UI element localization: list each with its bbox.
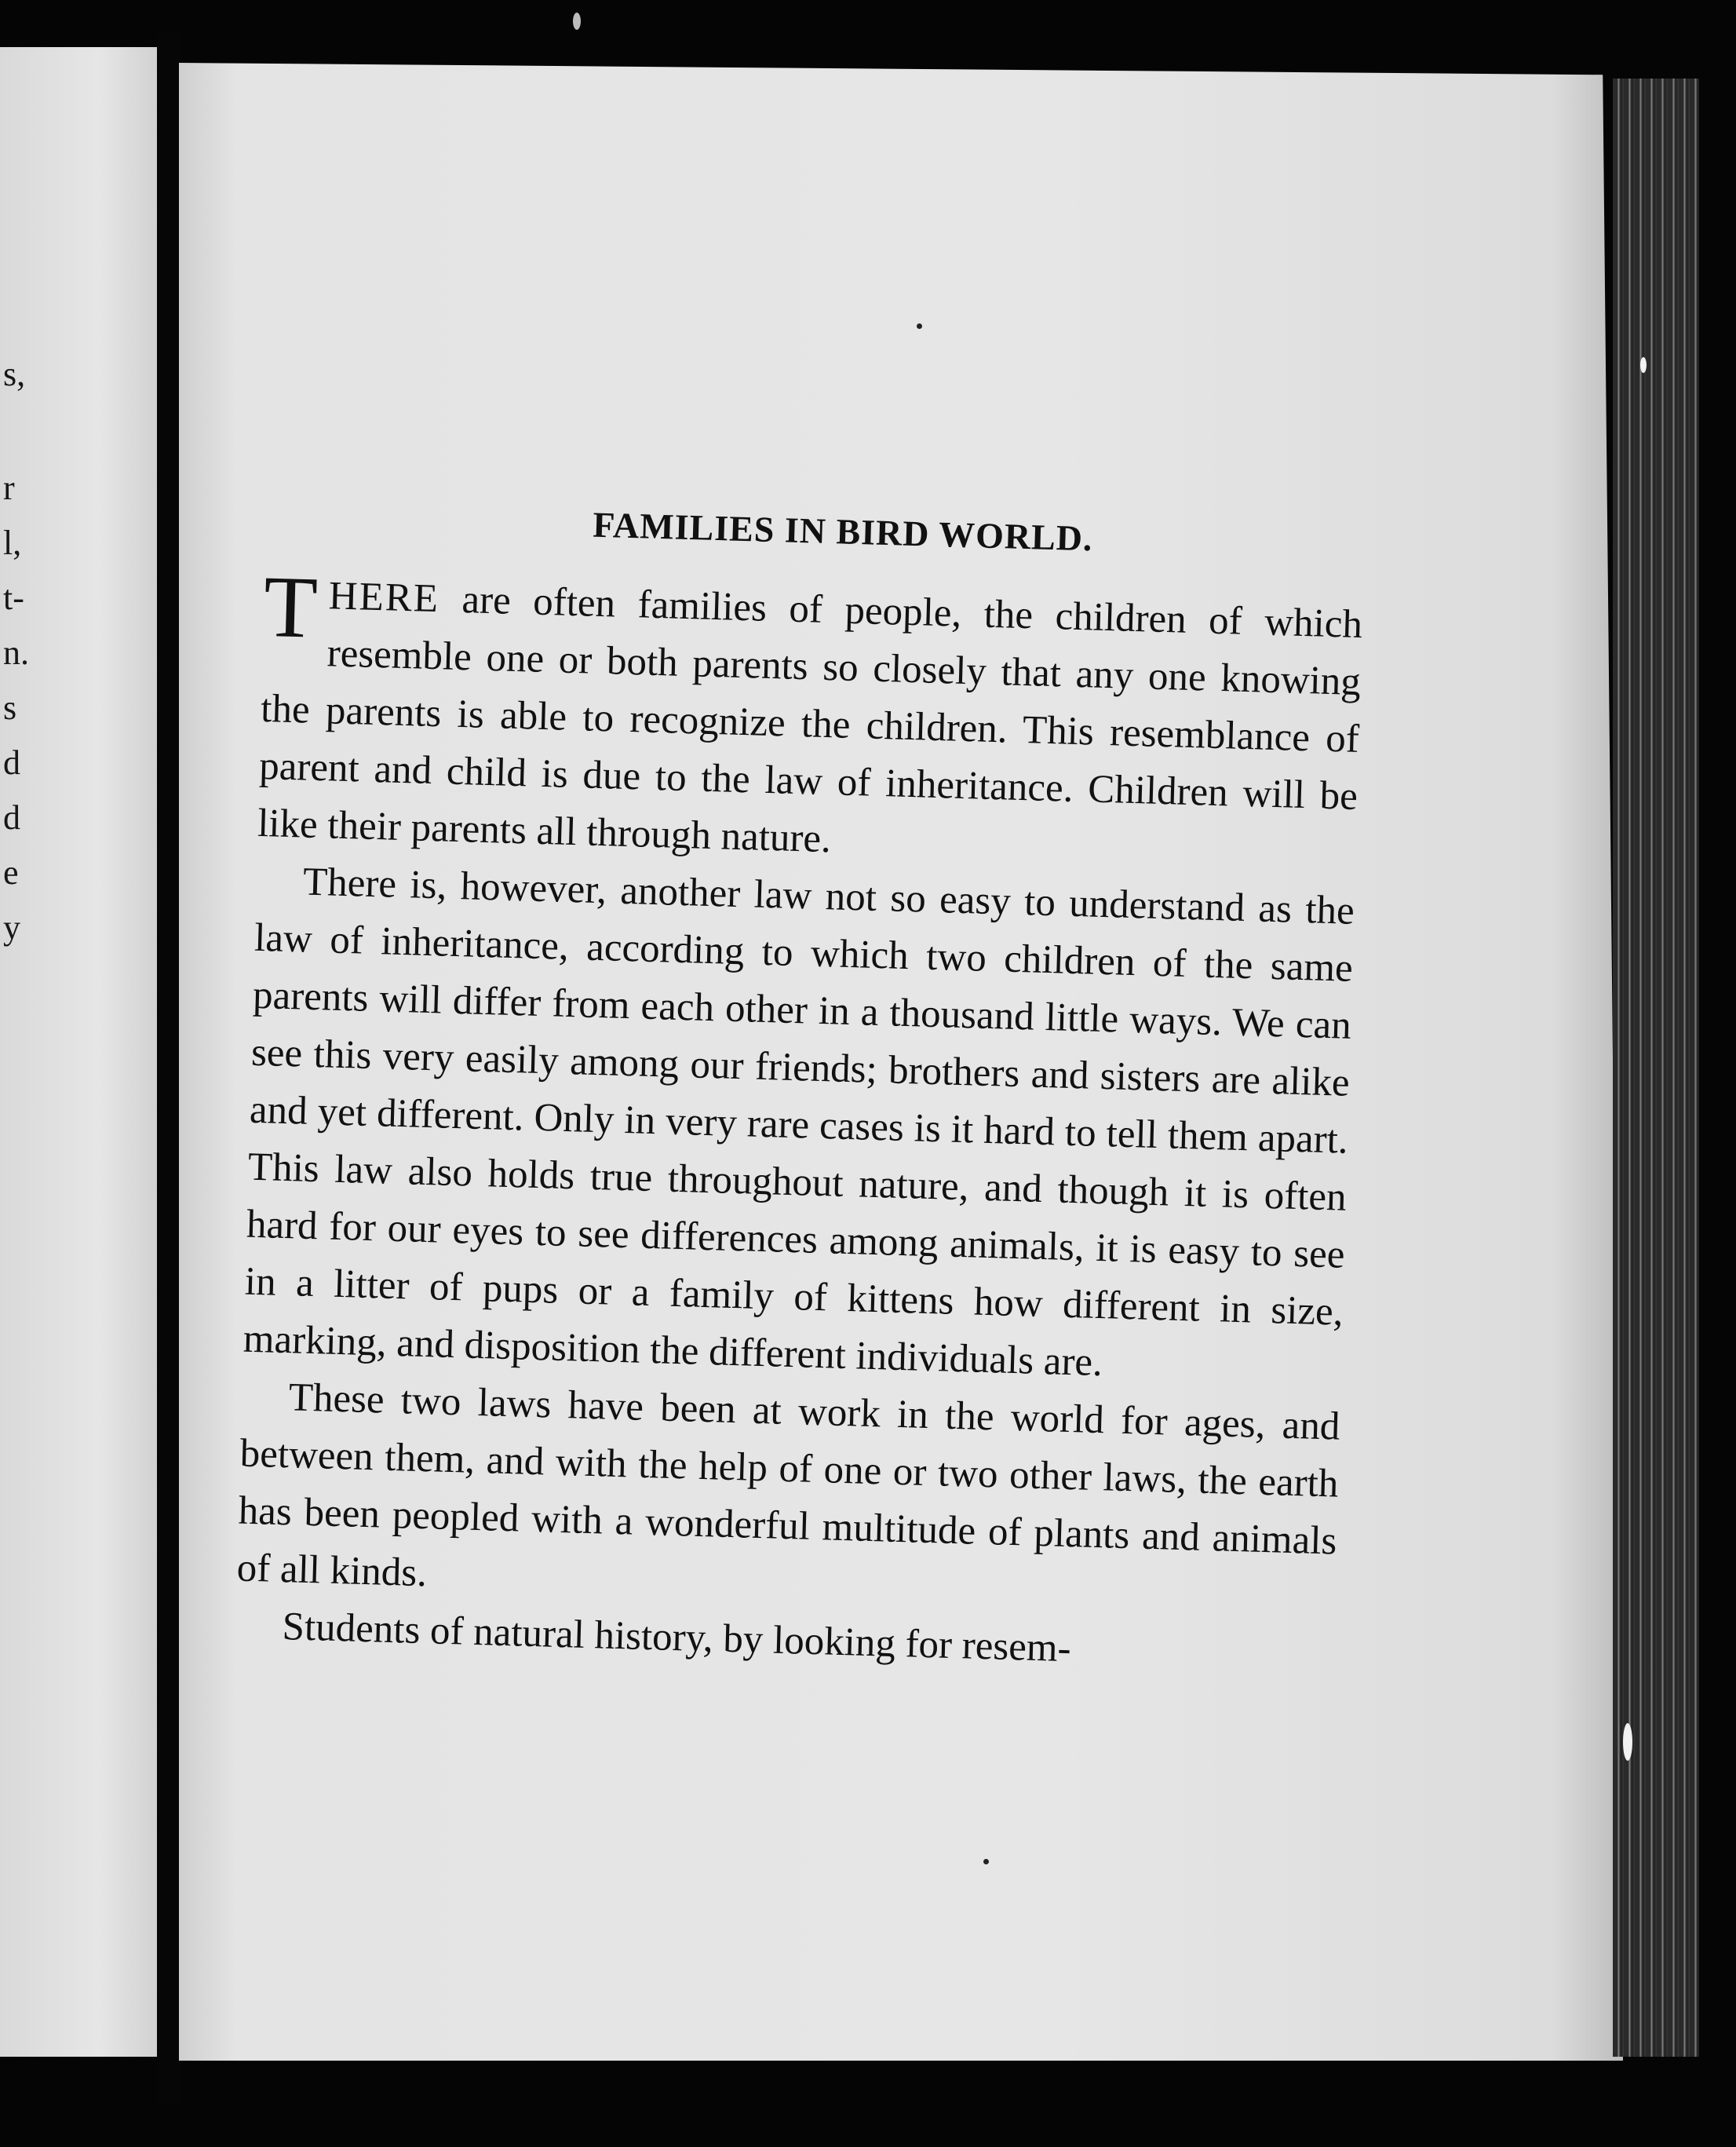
paragraph-3: These two laws have been at work in the world for ages, and between them, and with the help of one or two other laws, the earth has been peopled with a wonderful multitude of plants and animals of all kinds. <box>236 1375 1341 1596</box>
left-page-text-fragment: r <box>3 469 15 507</box>
left-page-text-fragment: e <box>3 853 19 892</box>
left-page-fragment <box>0 47 165 2057</box>
paragraph-1-text: are often families of people, the children of which resemble one or both parents so closely that any one knowing the parents is able to recognize the children. This resemblance of parent and child is due to the law of inheritance. Children will be like their parents all through nature. <box>257 577 1363 862</box>
page-body <box>235 495 1366 1685</box>
chapter-title: FAMILIES IN BIRD WORLD. <box>592 504 1094 559</box>
scan-highlight <box>1640 357 1647 373</box>
first-word-rest: HERE <box>328 574 440 622</box>
book-gutter <box>157 31 181 2104</box>
dust-speck <box>983 1859 989 1864</box>
left-page-text-fragment: d <box>3 798 20 837</box>
dust-speck <box>573 13 581 30</box>
left-page-text-fragment: s, <box>3 355 26 393</box>
left-page-text-fragment: n. <box>3 634 29 672</box>
left-page-text-fragment: y <box>3 908 20 947</box>
dust-speck <box>917 323 922 329</box>
left-page-text-fragment: d <box>3 743 20 782</box>
paragraph-1 <box>257 557 1363 883</box>
drop-cap: T <box>262 557 319 657</box>
left-page-text-fragment: t- <box>3 579 24 617</box>
left-page-text-fragment: s <box>3 688 17 727</box>
left-page-text-fragment: l, <box>3 524 22 562</box>
paragraph-2: There is, however, another law not so easy to understand as the law of inheritance, according to which two children of the same parents will differ from each other in a thousand little ways. We can see this very easily among our friends; brothers and sisters are alike and yet different. Only in very rare cases is it hard to tell them apart. This law also holds true throughout nature, and though it is often hard for our eyes to see differences among animals, it is easy to see in a litter of pups or a family of kittens how different in size, marking, and disposition the different individuals are. <box>243 860 1355 1386</box>
scan-highlight <box>1623 1723 1632 1761</box>
paragraph-4: Students of natural history, by looking for resem- <box>281 1605 1072 1671</box>
